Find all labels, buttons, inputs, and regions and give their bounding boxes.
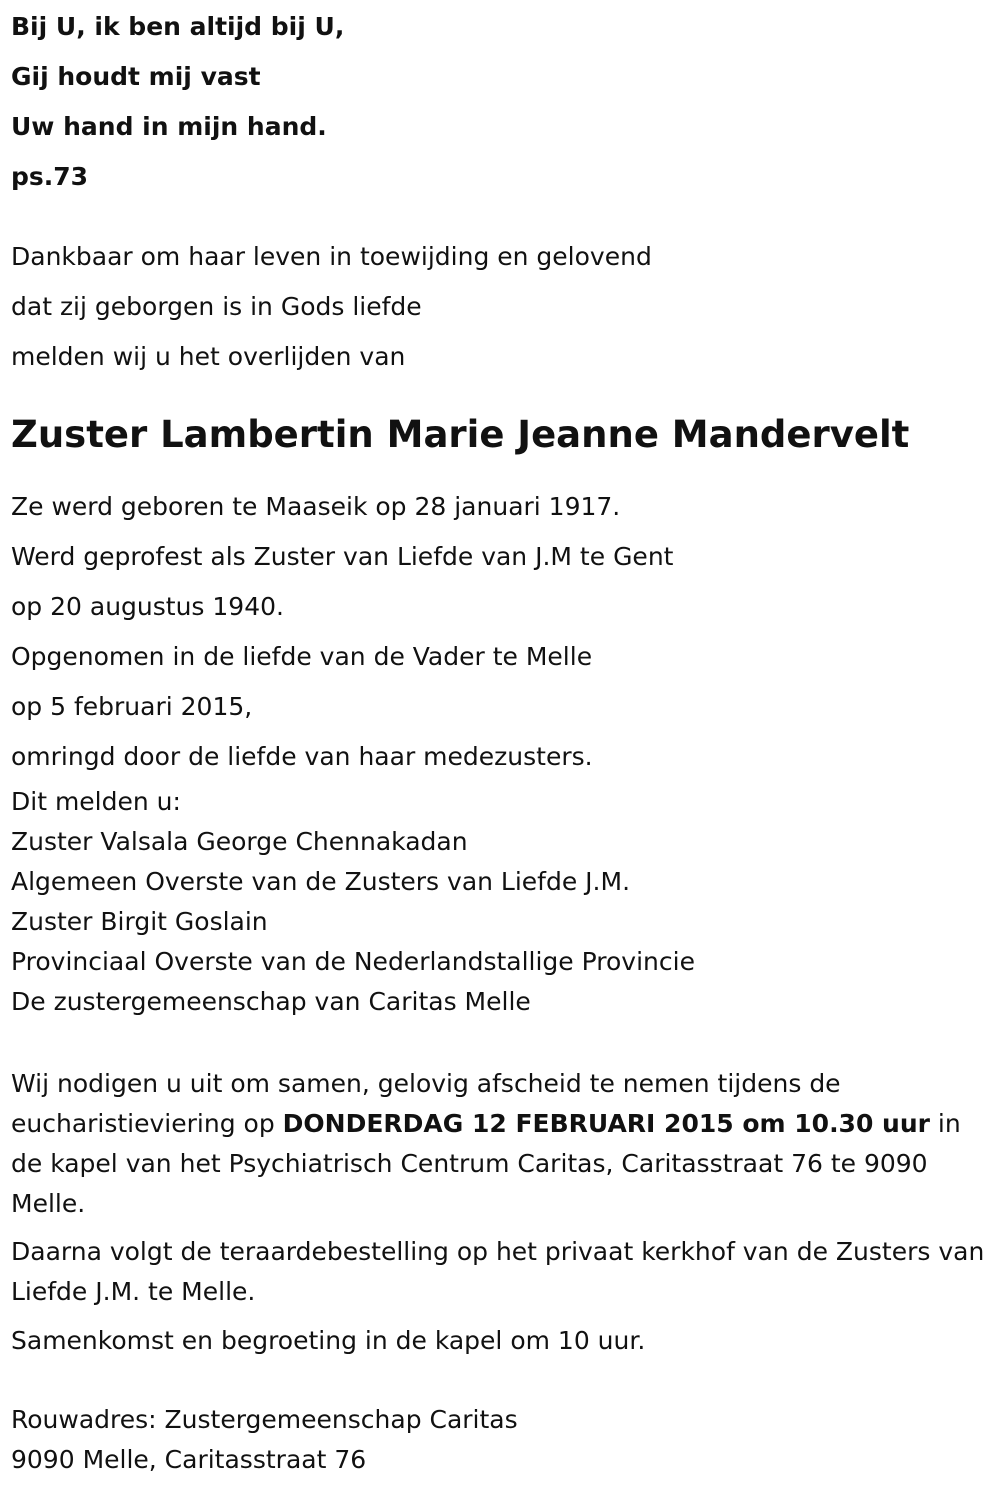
verse-reference: ps.73 [11, 162, 89, 191]
invitation-text: Wij nodigen u uit om samen, gelovig afscheid te nemen tijdens de eucharistieviering op [11, 1069, 841, 1138]
burial-text: Daarna volgt de teraardebestelling op het privaat kerkhof van de Zusters van Liefde J.M. te Melle. [11, 1237, 985, 1306]
profession-date: op 20 augustus 1940. [11, 592, 284, 621]
passing-line: Opgenomen in de liefde van de Vader te Melle [11, 642, 593, 671]
announcer-line: Zuster Birgit Goslain [11, 907, 268, 936]
surrounded-line: omringd door de liefde van haar medezusters. [11, 742, 593, 771]
funeral-date-time: DONDERDAG 12 FEBRUARI 2015 om 10.30 uur [282, 1109, 930, 1138]
announcer-line: Provinciaal Overste van de Nederlandstallige Provincie [11, 947, 695, 976]
verse-line: Bij U, ik ben altijd bij U, [11, 12, 345, 41]
intro-line: melden wij u het overlijden van [11, 342, 406, 371]
verse-line: Gij houdt mij vast [11, 62, 261, 91]
gathering-text: Samenkomst en begroeting in de kapel om 10 uur. [11, 1326, 646, 1355]
funeral-invitation [11, 1064, 993, 1224]
deceased-name: Zuster Lambertin Marie Jeanne Mandervelt [11, 413, 910, 456]
intro-line: dat zij geborgen is in Gods liefde [11, 292, 422, 321]
psalm-verse [11, 0, 993, 202]
death-date: op 5 februari 2015, [11, 692, 253, 721]
announced-by-label: Dit melden u: [11, 787, 181, 816]
address-line: Rouwadres: Zustergemeenschap Caritas [11, 1405, 518, 1434]
profession-line: Werd geprofest als Zuster van Liefde van J.M te Gent [11, 542, 674, 571]
biography [11, 482, 993, 1022]
intro-line: Dankbaar om haar leven in toewijding en gelovend [11, 242, 652, 271]
announcer-line: Algemeen Overste van de Zusters van Liefde J.M. [11, 867, 631, 896]
verse-line: Uw hand in mijn hand. [11, 112, 327, 141]
intro-text [11, 232, 993, 382]
announcer-line: Zuster Valsala George Chennakadan [11, 827, 468, 856]
birth-line: Ze werd geboren te Maaseik op 28 januari 1917. [11, 492, 621, 521]
announcer-line: De zustergemeenschap van Caritas Melle [11, 987, 531, 1016]
obituary-notice [11, 0, 993, 1480]
address-line: 9090 Melle, Caritasstraat 76 [11, 1445, 367, 1474]
mourning-address [11, 1400, 993, 1480]
invitation-location: in de kapel van het Psychiatrisch Centrum Caritas, Caritasstraat 76 te 9090 Melle. [11, 1109, 961, 1218]
